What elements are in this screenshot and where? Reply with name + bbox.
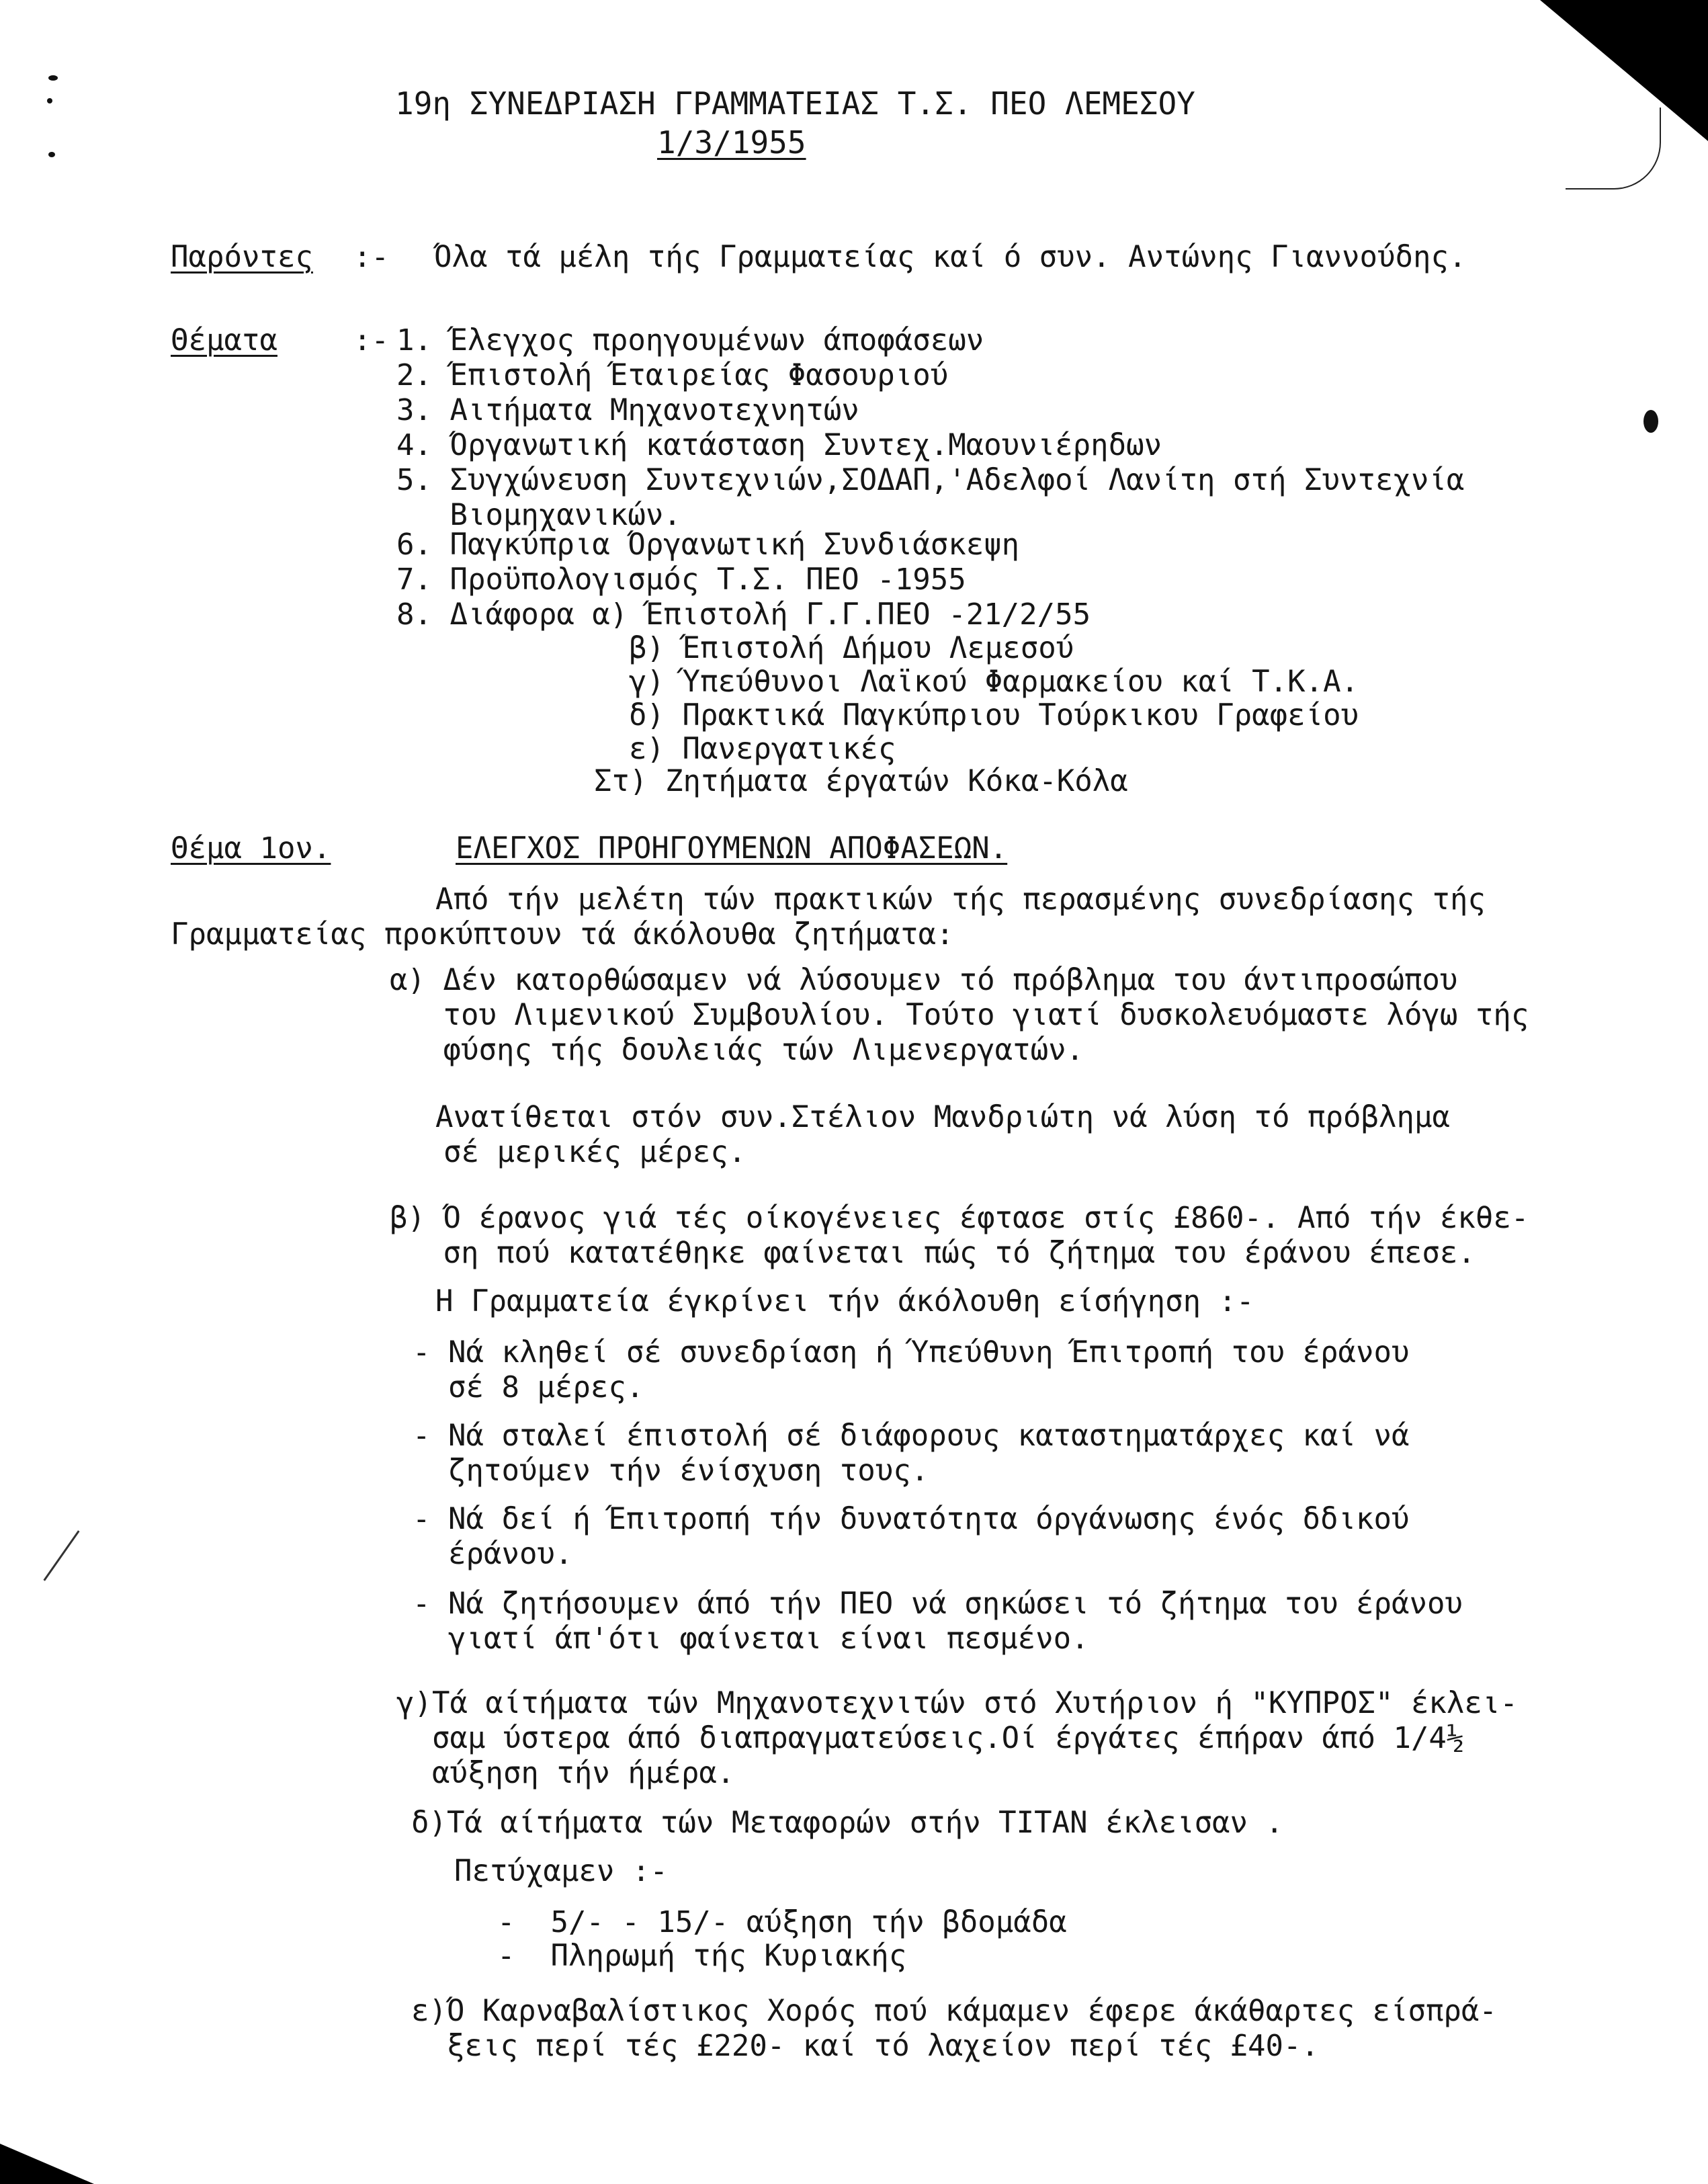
intro-line: Γραμματείας προκύπτουν τά άκόλουθα ζητήματα:: [171, 917, 954, 952]
ink-spot: [48, 152, 55, 157]
bullet-line: - Νά ζητήσουμεν άπό τήν ΠΕΟ νά σηκώσει τό ζήτημα του έράνου: [413, 1587, 1463, 1621]
point-c-line: αύξηση τήν ήμέρα.: [396, 1756, 735, 1790]
agenda-subitem: γ) Ύπεύθυνοι Λαϊκού Φαρμακείου καί Τ.Κ.Α.: [629, 665, 1359, 699]
agenda-subitem: δ) Πρακτικά Παγκύπριου Τούρκικου Γραφείου: [629, 698, 1359, 732]
agenda-separator: :-: [353, 323, 389, 358]
point-d-got: Πετύχαμεν :-: [454, 1854, 668, 1888]
agenda-item: 7. Προϋπολογισμός Τ.Σ. ΠΕΟ -1955: [396, 562, 966, 597]
agenda-item: 4. Όργανωτική κατάσταση Συντεχ.Μαουνιέρηδων: [396, 428, 1162, 462]
agenda-item: 3. Αιτήματα Μηχανοτεχνητών: [396, 393, 859, 427]
bullet-line: σέ 8 μέρες.: [413, 1370, 644, 1404]
bullet-line: - Νά κληθεί σέ συνεδρίαση ή Ύπεύθυνη Έπιτροπή του έράνου: [413, 1335, 1410, 1370]
agenda-label: Θέματα: [171, 323, 277, 358]
agenda-item: 2. Έπιστολή Έταιρείας Φασουριού: [396, 358, 949, 392]
point-d-line: δ)Τά αίτήματα τών Μεταφορών στήν ΤΙΤΑΝ έκλεισαν .: [411, 1806, 1284, 1840]
point-a-line: α) Δέν κατορθώσαμεν νά λύσουμεν τό πρόβλημα του άντιπροσώπου: [390, 963, 1458, 997]
agenda-item: Βιομηχανικών.: [396, 498, 681, 532]
scan-edge-mark: [1566, 108, 1661, 190]
agenda-subitem: Στ) Ζητήματα έργατών Κόκα-Κόλα: [594, 764, 1128, 798]
point-e-line: ε)Ό Καρναβαλίστικος Χορός πού κάμαμεν έφερε άκάθαρτες είσπρά-: [411, 1994, 1497, 2028]
ink-spot: [48, 75, 58, 81]
ink-spot: [1643, 410, 1658, 433]
section-heading: ΕΛΕΓΧΟΣ ΠΡΟΗΓΟΥΜΕΝΩΝ ΑΠΟΦΑΣΕΩΝ.: [456, 831, 1008, 866]
document-title: 19η ΣΥΝΕΔΡΙΑΣΗ ΓΡΑΜΜΑΤΕΙΑΣ Τ.Σ. ΠΕΟ ΛΕΜΕΣΟΥ: [395, 85, 1195, 122]
intro-line: Από τήν μελέτη τών πρακτικών τής περασμένης συνεδρίασης τής: [435, 882, 1486, 917]
agenda-subitem: β) Έπιστολή Δήμου Λεμεσού: [629, 631, 1074, 665]
bullet-line: - Νά σταλεί έπιστολή σέ διάφορους καταστηματάρχες καί νά: [413, 1419, 1410, 1453]
bullet-line: γιατί άπ'ότι φαίνεται είναι πεσμένο.: [413, 1622, 1089, 1656]
section-label: Θέμα 1ον.: [171, 831, 331, 866]
point-b-note: Η Γραμματεία έγκρίνει τήν άκόλουθη είσήγηση :-: [435, 1284, 1254, 1318]
present-label: Παρόντες: [171, 240, 313, 274]
point-c-line: σαμ ύστερα άπό διαπραγματεύσεις.Οί έργάτες έπήραν άπό 1/4½: [396, 1721, 1465, 1755]
bullet-line: - Νά δεί ή Έπιτροπή τήν δυνατότητα όργάνωσης ένός δδικού: [413, 1502, 1410, 1536]
point-a-line: του Λιμενικού Συμβουλίου. Τούτο γιατί δυσκολευόμαστε λόγω τής: [390, 998, 1529, 1032]
ink-spot: [47, 98, 52, 103]
point-a-note: Ανατίθεται στόν συν.Στέλιον Μανδριώτη νά λύση τό πρόβλημα: [435, 1100, 1450, 1134]
scan-corner-shadow-bottom: [0, 2144, 94, 2184]
scan-edge-mark: [43, 1530, 79, 1581]
point-c-line: γ)Τά αίτήματα τών Μηχανοτεχνιτών στό Χυτήριον ή "ΚΥΠΡΟΣ" έκλει-: [396, 1686, 1518, 1720]
agenda-subitem: ε) Πανεργατικές: [629, 732, 896, 766]
bullet-line: έράνου.: [413, 1537, 573, 1571]
point-b-line: β) Ό έρανος γιά τές οίκογένειες έφτασε στίς £860-. Από τήν έκθε-: [390, 1201, 1529, 1235]
agenda-item: 8. Διάφορα α) Έπιστολή Γ.Γ.ΠΕΟ -21/2/55: [396, 597, 1091, 632]
point-d-item: - Πληρωμή τής Κυριακής: [497, 1939, 907, 1973]
present-text: Όλα τά μέλη τής Γραμματείας καί ό συν. Αντώνης Γιαννούδης.: [434, 240, 1467, 274]
agenda-item: 5. Συγχώνευση Συντεχνιών,ΣΟΔΑΠ,'Αδελφοί Λανίτη στή Συντεχνία: [396, 463, 1465, 497]
point-a-line: φύσης τής δουλειάς τών Λιμενεργατών.: [390, 1033, 1084, 1067]
point-e-line: ξεις περί τές £220- καί τό λαχείον περί τές £40-.: [411, 2029, 1320, 2063]
document-date: 1/3/1955: [657, 124, 806, 161]
present-separator: :-: [353, 240, 389, 274]
agenda-item: 6. Παγκύπρια Όργανωτική Συνδιάσκεψη: [396, 528, 1020, 562]
point-a-note: σέ μερικές μέρες.: [443, 1135, 746, 1169]
point-d-item: - 5/- - 15/- αύξηση τήν βδομάδα: [497, 1905, 1067, 1939]
point-b-line: ση πού κατατέθηκε φαίνεται πώς τό ζήτημα του έράνου έπεσε.: [390, 1236, 1476, 1270]
bullet-line: ζητούμεν τήν ένίσχυση τους.: [413, 1454, 929, 1488]
agenda-item: 1. Έλεγχος προηγουμένων άποφάσεων: [396, 323, 984, 358]
